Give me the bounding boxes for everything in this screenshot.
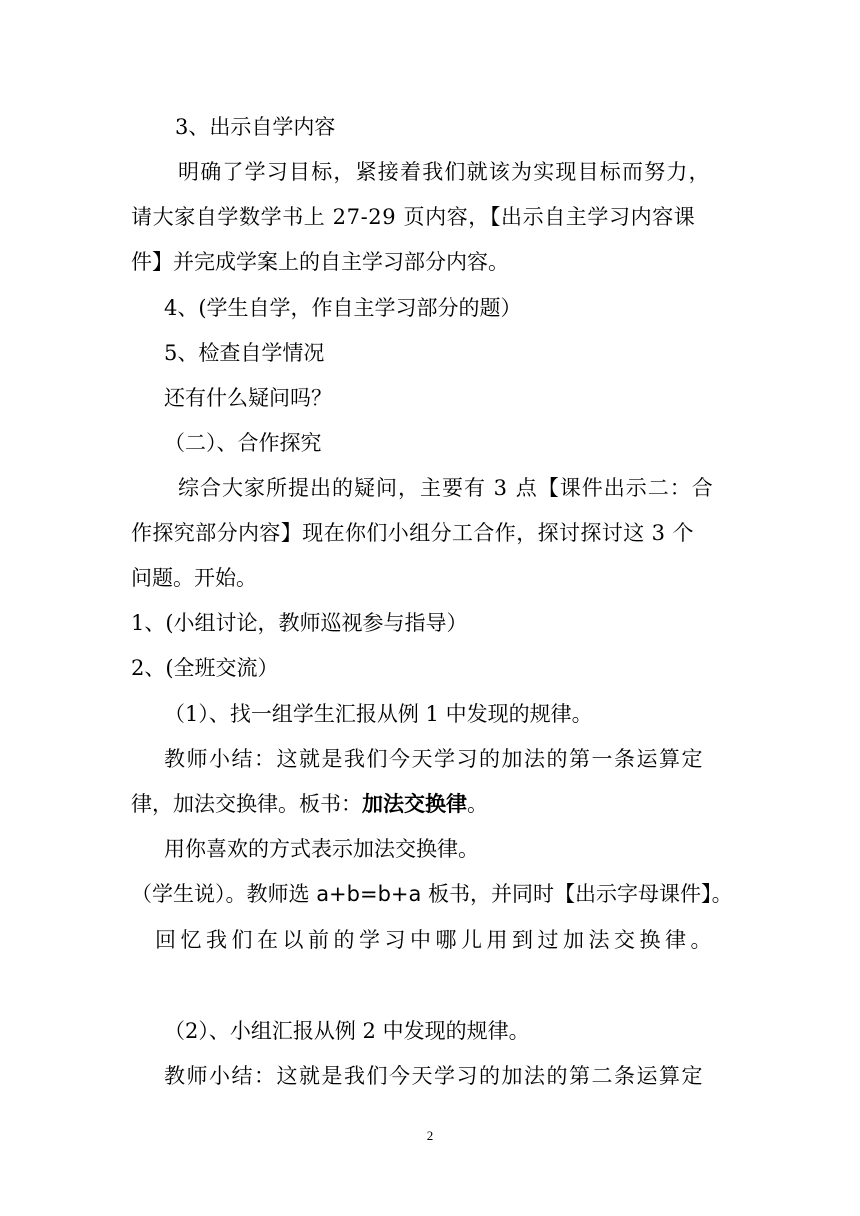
bracket-text: 【出示字母课件】 xyxy=(554,882,712,906)
formula-text: a+b=b+a xyxy=(316,882,422,906)
paragraph-line: 件】并完成学案上的自主学习部分内容。 xyxy=(131,250,509,274)
heading-self-study-content: 3、出示自学内容 xyxy=(175,115,336,139)
text-segment: 板书，并同时 xyxy=(421,882,555,906)
paragraph-line xyxy=(131,790,488,818)
text-segment: 律，加法交换律。板书： xyxy=(131,792,362,816)
step-line: 1、(小组讨论，教师巡视参与指导） xyxy=(131,611,468,635)
paragraph-line: 还有什么疑问吗？ xyxy=(164,386,332,410)
paragraph-line: 问题。开始。 xyxy=(131,566,257,590)
paragraph-line: 明确了学习目标，紧接着我们就该为实现目标而努力， xyxy=(178,160,711,184)
text-segment: 。 xyxy=(711,882,733,906)
step-line: 5、检查自学情况 xyxy=(164,341,325,365)
paragraph-line xyxy=(131,880,733,908)
section-heading: （二）、合作探究 xyxy=(164,431,322,455)
paragraph-line: 教师小结：这就是我们今天学习的加法的第二条运算定 xyxy=(164,1064,704,1088)
paragraph-line: 作探究部分内容】现在你们小组分工合作，探讨探讨这 3 个 xyxy=(131,521,694,545)
step-line: 2、(全班交流） xyxy=(131,656,279,680)
text-segment: （学生说）。教师选 xyxy=(131,882,317,906)
paragraph-line: 回忆我们在以前的学习中哪儿用到过加法交换律。 xyxy=(155,928,716,952)
paragraph-line: 用你喜欢的方式表示加法交换律。 xyxy=(164,837,479,861)
paragraph-line: 综合大家所提出的疑问，主要有 3 点【课件出示二：合 xyxy=(178,476,714,500)
sub-step-line: （2）、小组汇报从例 2 中发现的规律。 xyxy=(164,1019,530,1043)
paragraph-line: 教师小结：这就是我们今天学习的加法的第一条运算定 xyxy=(164,747,704,771)
bold-term-commutative-law: 加法交换律 xyxy=(362,792,467,816)
step-line: 4、(学生自学，作自主学习部分的题） xyxy=(164,296,522,320)
page-number: 2 xyxy=(426,1128,434,1143)
paragraph-line: 请大家自学数学书上 27-29 页内容，【出示自主学习内容课 xyxy=(131,205,696,229)
text-segment: 。 xyxy=(467,792,488,816)
sub-step-line: （1）、找一组学生汇报从例 1 中发现的规律。 xyxy=(164,702,593,726)
